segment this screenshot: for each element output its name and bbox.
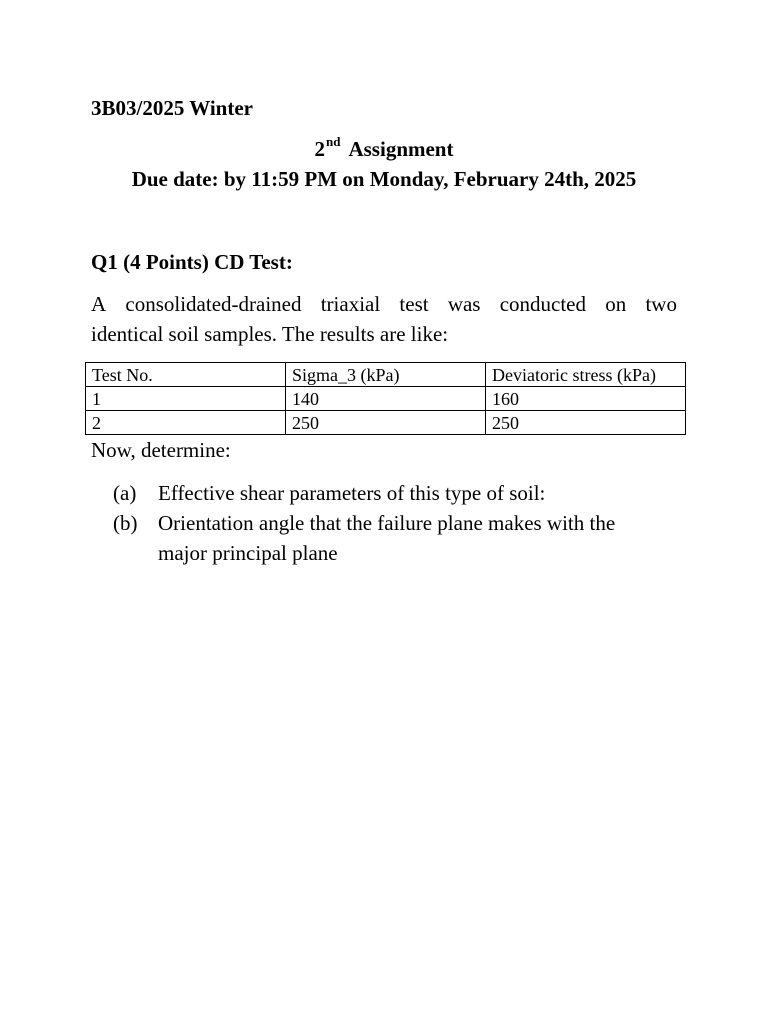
item-text-b-line-2: major principal plane (158, 541, 338, 565)
table-header-row (86, 363, 686, 387)
table-cell: 160 (486, 387, 686, 411)
question-heading: Q1 (4 Points) CD Test: (91, 250, 293, 274)
table-header-cell: Sigma_3 (kPa) (286, 363, 486, 387)
question-intro-line-1 (91, 291, 677, 317)
intro-word: A (91, 292, 107, 316)
intro-word: consolidated-drained (125, 292, 302, 316)
item-label-b: (b) (113, 511, 138, 535)
item-label-a: (a) (113, 481, 137, 505)
question-prompt: Now, determine: (91, 438, 231, 462)
assignment-ordinal-suffix: nd (326, 134, 341, 149)
table-cell: 140 (286, 387, 486, 411)
table-header-cell: Test No. (86, 363, 286, 387)
item-text-b-line-1: Orientation angle that the failure plane makes with the (158, 511, 616, 535)
table-cell: 250 (286, 411, 486, 435)
course-code: 3B03/2025 Winter (91, 96, 253, 120)
intro-word: triaxial (320, 292, 381, 316)
intro-word: two (645, 292, 677, 316)
table-cell: 250 (486, 411, 686, 435)
question-intro-line-2: identical soil samples. The results are like: (91, 322, 449, 346)
table-cell: 2 (86, 411, 286, 435)
assignment-title (0, 136, 768, 162)
intro-word: was (447, 292, 481, 316)
table-row (86, 387, 686, 411)
assignment-word: Assignment (348, 137, 454, 161)
due-date: Due date: by 11:59 PM on Monday, February 24th, 2025 (131, 167, 637, 191)
table-row (86, 411, 686, 435)
item-text-a: Effective shear parameters of this type of soil: (158, 481, 546, 505)
intro-word: conducted (499, 292, 586, 316)
table-cell: 1 (86, 387, 286, 411)
results-table (85, 362, 686, 435)
intro-word: on (605, 292, 627, 316)
table-header-cell: Deviatoric stress (kPa) (486, 363, 686, 387)
intro-word: test (399, 292, 429, 316)
assignment-number: 2 (314, 137, 325, 161)
